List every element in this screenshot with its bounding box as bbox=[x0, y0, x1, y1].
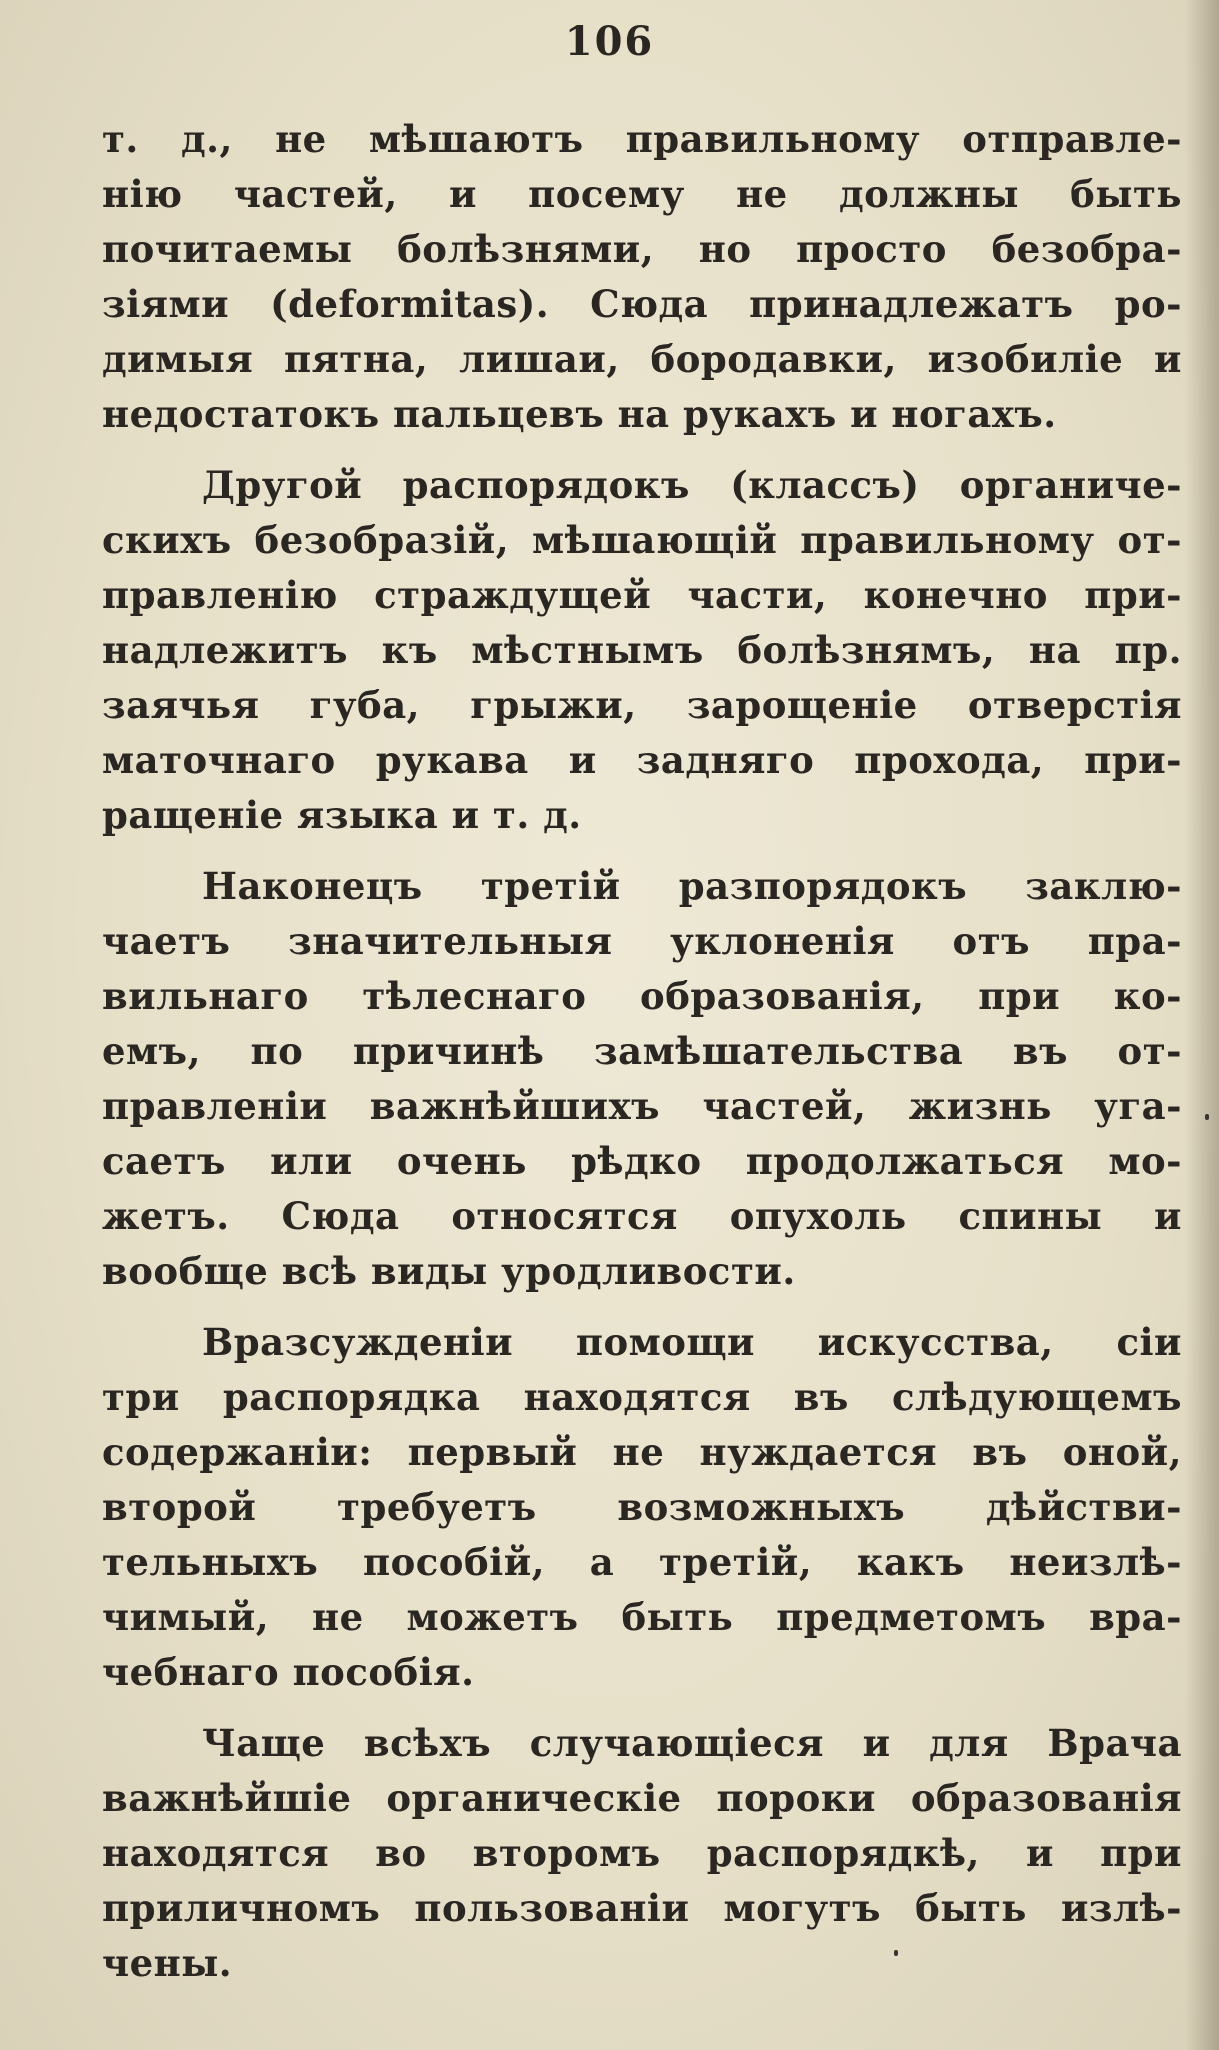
text-line: приличномъ пользованіи могутъ быть излѣ- bbox=[102, 1886, 1182, 1930]
text-line: зіями (deformitas). Сюда принадлежатъ ро- bbox=[102, 282, 1182, 326]
text-line: правленію страждущей части, конечно при- bbox=[102, 573, 1182, 617]
text-line: почитаемы болѣзнями, но просто безобра- bbox=[102, 227, 1182, 271]
text-line: вильнаго тѣлеснаго образованія, при ко- bbox=[102, 974, 1182, 1018]
text-line: Вразсужденіи помощи искусства, сіи bbox=[202, 1320, 1182, 1364]
text-line: надлежитъ къ мѣстнымъ болѣзнямъ, на пр. bbox=[102, 628, 1182, 672]
text-line: три распорядка находятся въ слѣдующемъ bbox=[102, 1375, 1182, 1419]
text-line: тельныхъ пособій, а третій, какъ неизлѣ- bbox=[102, 1540, 1182, 1584]
text-line: чаетъ значительныя уклоненія отъ пра- bbox=[102, 919, 1182, 963]
text-line: недостатокъ пальцевъ на рукахъ и ногахъ. bbox=[102, 392, 1057, 436]
page-edge-shadow bbox=[1185, 0, 1219, 2050]
text-line: емъ, по причинѣ замѣшательства въ от- bbox=[102, 1029, 1182, 1073]
text-line: скихъ безобразій, мѣшающій правильному от- bbox=[102, 518, 1182, 562]
ink-speck bbox=[894, 1950, 898, 1956]
paragraph-5 bbox=[102, 1716, 1182, 1991]
text-line: маточнаго рукава и задняго прохода, при- bbox=[102, 738, 1182, 782]
text-line: находятся во второмъ распорядкѣ, и при bbox=[102, 1831, 1182, 1875]
page-number: 106 bbox=[564, 18, 655, 65]
text-line: нію частей, и посему не должны быть bbox=[102, 172, 1182, 216]
paragraph-3 bbox=[102, 859, 1182, 1299]
text-line: заячья губа, грыжи, зарощеніе отверстія bbox=[102, 683, 1182, 727]
text-line: Наконецъ третій разпорядокъ заклю- bbox=[202, 864, 1182, 908]
text-line: чены. bbox=[102, 1941, 233, 1985]
text-line: димыя пятна, лишаи, бородавки, изобиліе и bbox=[102, 337, 1182, 381]
paragraph-1 bbox=[102, 112, 1182, 442]
text-line: важнѣйшіе органическіе пороки образованія bbox=[102, 1776, 1182, 1820]
text-line: чимый, не можетъ быть предметомъ вра- bbox=[102, 1595, 1182, 1639]
text-line: второй требуетъ возможныхъ дѣйстви- bbox=[102, 1485, 1182, 1529]
text-line: Чаще всѣхъ случающіеся и для Врача bbox=[202, 1721, 1182, 1765]
text-line: чебнаго пособія. bbox=[102, 1650, 475, 1694]
text-line: содержаніи: первый не нуждается въ оной, bbox=[102, 1430, 1182, 1474]
text-line: Другой распорядокъ (классъ) органиче- bbox=[202, 463, 1182, 507]
ink-speck bbox=[1205, 1114, 1209, 1120]
text-line: правленіи важнѣйшихъ частей, жизнь уга- bbox=[102, 1084, 1182, 1128]
text-line: вообще всѣ виды уродливости. bbox=[102, 1249, 796, 1293]
text-line: т. д., не мѣшаютъ правильному отправле- bbox=[102, 117, 1182, 161]
paragraph-4 bbox=[102, 1315, 1182, 1700]
text-line: саетъ или очень рѣдко продолжаться мо- bbox=[102, 1139, 1182, 1183]
paragraph-2 bbox=[102, 458, 1182, 843]
text-line: ращеніе языка и т. д. bbox=[102, 793, 582, 837]
body-text bbox=[102, 112, 1182, 2007]
text-line: жетъ. Сюда относятся опухоль спины и bbox=[102, 1194, 1182, 1238]
